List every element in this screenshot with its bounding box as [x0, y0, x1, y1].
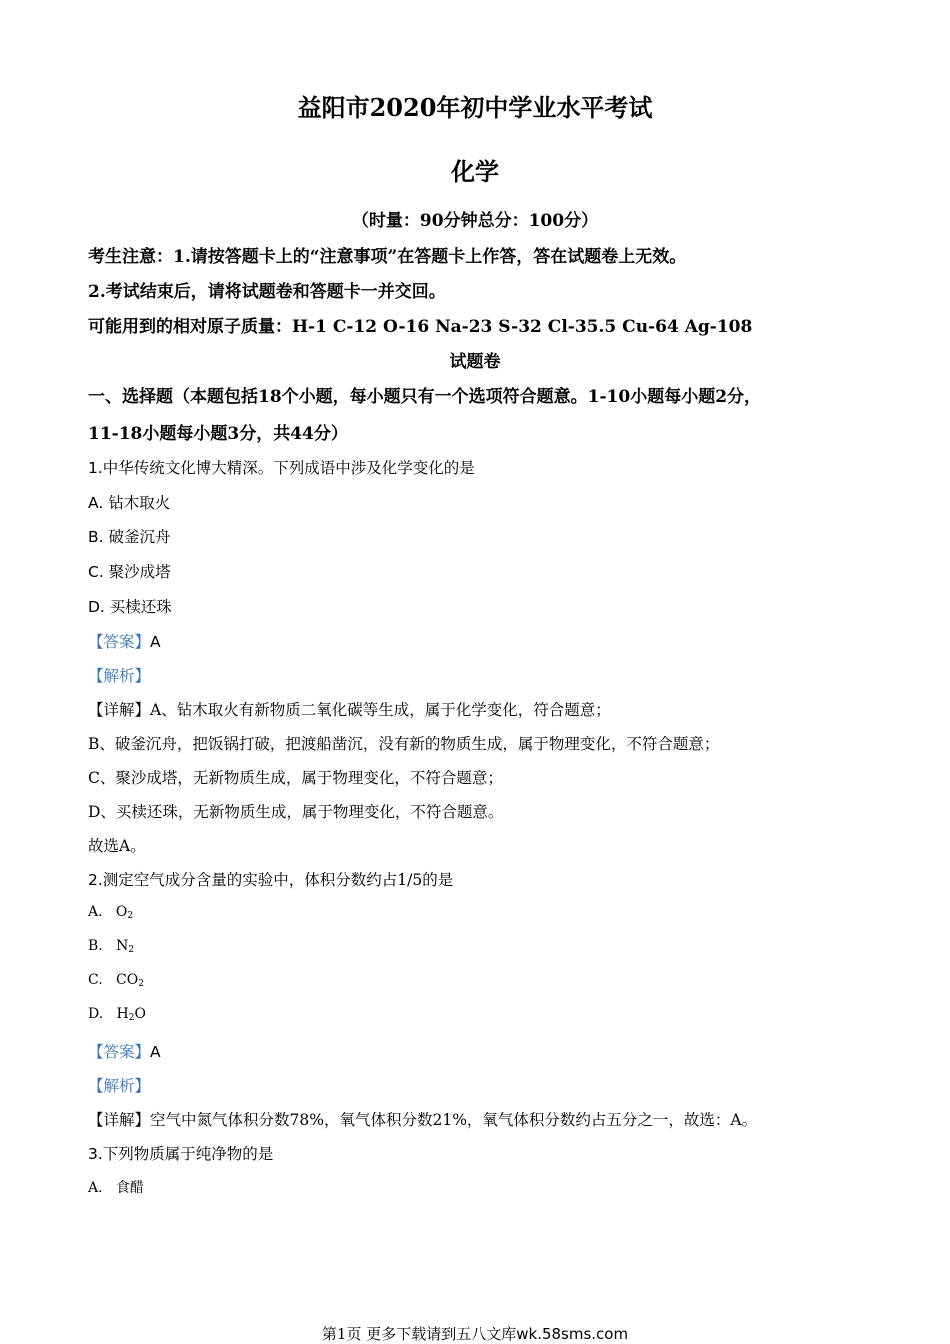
- exam-title: 益阳市2020年初中学业水平考试: [297, 93, 653, 122]
- q2-option-d: D. $H_2O$: [88, 1006, 146, 1023]
- q1-option-d: D. 买椟还珠: [88, 598, 172, 616]
- section1-title-line2: 11-18小题每小题3分，共44分）: [88, 424, 348, 444]
- q1-option-c: C. 聚沙成塔: [88, 563, 171, 581]
- notice-2: 2.考试结束后，请将试题卷和答题卡一并交回。: [88, 282, 446, 302]
- atomic-mass: 可能用到的相对原子质量：H-1 C-12 O-16 Na-23 S-32 Cl-35.5 Cu-64 Ag-108: [88, 317, 753, 337]
- q2-stem: 2.测定空气成分含量的实验中，体积分数约占1/5的是: [88, 871, 454, 889]
- section1-title-line1: 一、选择题（本题包括18个小题，每小题只有一个选项符合题意。1-10小题每小题2分，: [88, 387, 762, 407]
- paper-label: 试题卷: [449, 352, 501, 372]
- q2-answer: 【答案】A: [88, 1043, 161, 1061]
- q1-detail-3: C、聚沙成塔，无新物质生成，属于物理变化，不符合题意；: [88, 769, 503, 787]
- q1-option-b: B. 破釜沉舟: [88, 528, 171, 546]
- q1-detail-1: 【详解】A、钻木取火有新物质二氧化碳等生成，属于化学变化，符合题意；: [88, 701, 611, 719]
- q1-detail-2: B、破釜沉舟，把饭锅打破，把渡船凿沉，没有新的物质生成，属于物理变化，不符合题意；: [88, 735, 720, 753]
- q1-analysis-tag: 【解析】: [88, 667, 151, 685]
- subject-title: 化学: [451, 157, 499, 186]
- q1-option-a: A. 钻木取火: [88, 494, 171, 512]
- q1-detail-4: D、买椟还珠，无新物质生成，属于物理变化，不符合题意。: [88, 803, 504, 821]
- q1-conclusion: 故选A。: [88, 837, 146, 855]
- q3-stem: 3.下列物质属于纯净物的是: [88, 1145, 274, 1163]
- q2-detail: 【详解】空气中氮气体积分数78%，氧气体积分数21%，氧气体积分数约占五分之一，故选：A。: [88, 1111, 758, 1129]
- footer-site: wk.58sms.com: [516, 1325, 629, 1343]
- q2-option-b: B. $N_2$: [88, 938, 135, 955]
- page-number: 第1页: [321, 1325, 362, 1343]
- footer-promo: 更多下载请到五八文库: [361, 1325, 517, 1343]
- time-info: （时量：90分钟总分：100分）: [351, 211, 599, 231]
- q3-option-a: A. 食醋: [88, 1180, 144, 1196]
- page-footer: [0, 1323, 950, 1344]
- q2-option-a: A. $O_2$: [88, 904, 134, 921]
- q1-stem: 1.中华传统文化博大精深。下列成语中涉及化学变化的是: [88, 459, 475, 477]
- notice-1: 考生注意：1.请按答题卡上的“注意事项”在答题卡上作答，答在试题卷上无效。: [88, 247, 687, 267]
- q1-answer: 【答案】A: [88, 633, 161, 651]
- q2-option-c: C. $CO_2$: [88, 972, 144, 989]
- q2-analysis-tag: 【解析】: [88, 1077, 151, 1095]
